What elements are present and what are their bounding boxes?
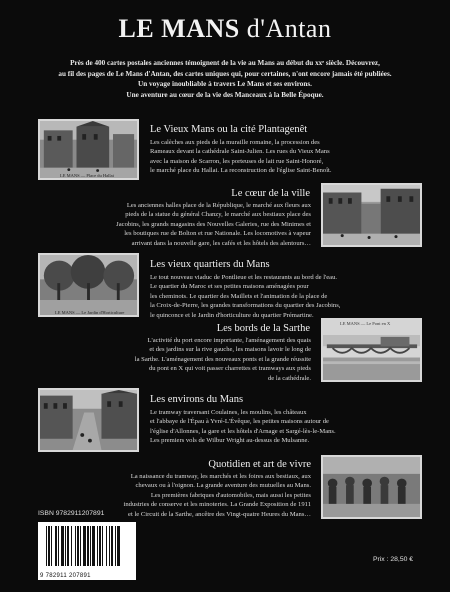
text-line: la Sarthe. L'aménagement des nouveaux ponts et la grande réussite (134, 355, 311, 363)
section-title-environs: Les environs du Mans (150, 394, 244, 405)
section-text-vieux-mans (150, 138, 418, 176)
text-line: arrivant dans la nouvelle gare, les cafés et les hôtels des alentours… (131, 239, 311, 247)
text-line: Les premières fabriques d'automobiles, mais aussi les petites (150, 491, 311, 499)
barcode-bars (38, 522, 136, 570)
title-main: LE MANS (118, 14, 240, 43)
section-title-vieux-quartiers: Les vieux quartiers du Mans (150, 259, 270, 270)
section-title-coeur-ville: Le cœur de la ville (231, 188, 310, 199)
section-title-vieux-mans: Le Vieux Mans ou la cité Plantagenêt (150, 124, 308, 135)
text-line: Le tout nouveau viaduc de Pontlieue et les restaurants au bord de l'eau. (150, 274, 338, 281)
photo-caption: LE MANS — Place du Hallai (60, 173, 114, 178)
section-title-quotidien: Quotidien et art de vivre (208, 459, 311, 470)
intro-line: Une aventure au cœur de la vie des Manceaux à la Belle Époque. (126, 90, 324, 99)
text-line: Les premiers vols de Wilbur Wright au-dessus de Mulsanne. (150, 437, 310, 445)
barcode (38, 522, 136, 580)
intro-line: au fil des pages de Le Mans d'Antan, des cartes uniques qui, pour certaines, n'ont encore jamais été publiées. (58, 69, 392, 78)
photo-bords-sarthe (321, 318, 422, 382)
text-line: de la cathédrale. (267, 374, 311, 382)
intro-text (20, 58, 430, 100)
text-line: la Croix-de-Pierre, les grandes transformations du quartier des Jacobins, (150, 302, 341, 310)
intro-line: Un voyage inoubliable à travers Le Mans et ses environs. (138, 80, 312, 88)
photo-vieux-mans (38, 119, 139, 180)
photo-coeur-ville (321, 183, 422, 247)
text-line: du pont en X qui voit passer charrettes et tramways aux pieds (148, 365, 311, 373)
text-line: industries de conserve et les minoteries. La Grande Exposition de 1911 (123, 501, 311, 509)
text-line: et des jardins sur la rive gauche, les maisons lavoir le long de (149, 346, 311, 354)
photo-vieux-quartiers (38, 253, 139, 317)
section-text-bords-sarthe (40, 336, 311, 383)
section-text-vieux-quartiers (150, 273, 422, 320)
text-line: le quinconce et le Jardin d'horticulture du quartier Prémartine. (150, 311, 314, 319)
photo-caption: LE MANS — Le Jardin d'Horticulture (55, 310, 125, 315)
text-line: les cheminots. Le quartier des Maillets et l'animation de la place de (150, 292, 328, 300)
isbn-label: ISBN 9782911207891 (38, 510, 105, 517)
section-text-environs (150, 408, 422, 446)
text-line: L'activité du port encore importante, l'aménagement des quais (147, 337, 311, 344)
text-line: et l'abbaye de l'Épau à Yvré-L'Évêque, les petites maisons autour de (150, 418, 329, 426)
text-line: avec la maison de Scarron, les porteuses de lait rue Saint-Honoré, (150, 157, 324, 165)
text-line: Le tramway traversant Coulaines, les moulins, les châteaux (150, 409, 307, 416)
photo-quotidien (321, 455, 422, 519)
text-line: l'église d'Allonnes, la gare et les hôtels d'Arnage et Sargé-lès-le-Mans. (150, 427, 336, 435)
text-line: les boutiques rue de Bolton et rue Nationale. Les locomotives à vapeur (124, 230, 311, 238)
text-line: La naissance du tramway, les marchés et les foires aux bestiaux, aux (130, 473, 311, 480)
section-text-coeur-ville (40, 201, 311, 248)
text-line: Le quartier du Maroc et ses petites maisons aménagées pour (150, 283, 309, 291)
text-line: le marché place du Hallai. La reconstruction de l'église Saint-Benoît. (150, 167, 332, 175)
text-line: chevaux ou à l'oignon. La grande aventure des mutuelles au Mans. (135, 482, 311, 490)
intro-line: Près de 400 cartes postales anciennes témoignent de la vie au Mans au début du xxᵉ siècle. Découvrez, (70, 59, 380, 67)
barcode-digits: 9 782911 207891 (40, 573, 91, 579)
text-line: Les calèches aux pieds de la muraille romaine, la procession des (150, 139, 320, 146)
text-line: et le Circuit de la Sarthe, ancêtre des Vingt-quatre Heures du Mans… (128, 510, 311, 518)
book-title (0, 14, 450, 44)
photo-caption: LE MANS — Le Pont en X (340, 321, 391, 326)
title-suffix: d'Antan (246, 14, 332, 43)
section-title-bords-sarthe: Les bords de la Sarthe (216, 323, 310, 334)
text-line: pieds de la statue du général Chanzy, le marché aux bestiaux place des (125, 211, 311, 219)
text-line: Jacobins, les grands magasins des Nouvelles Galeries, rue des Minimes et (116, 220, 311, 228)
photo-environs (38, 388, 139, 452)
price: Prix : 28,50 € (373, 556, 414, 563)
text-line: Les anciennes halles place de la République, le marché aux fleurs aux (126, 202, 311, 209)
barcode-block (38, 510, 138, 582)
text-line: Rameaux devant la cathédrale Saint-Julien. Les rues du Vieux Mans (150, 148, 330, 156)
